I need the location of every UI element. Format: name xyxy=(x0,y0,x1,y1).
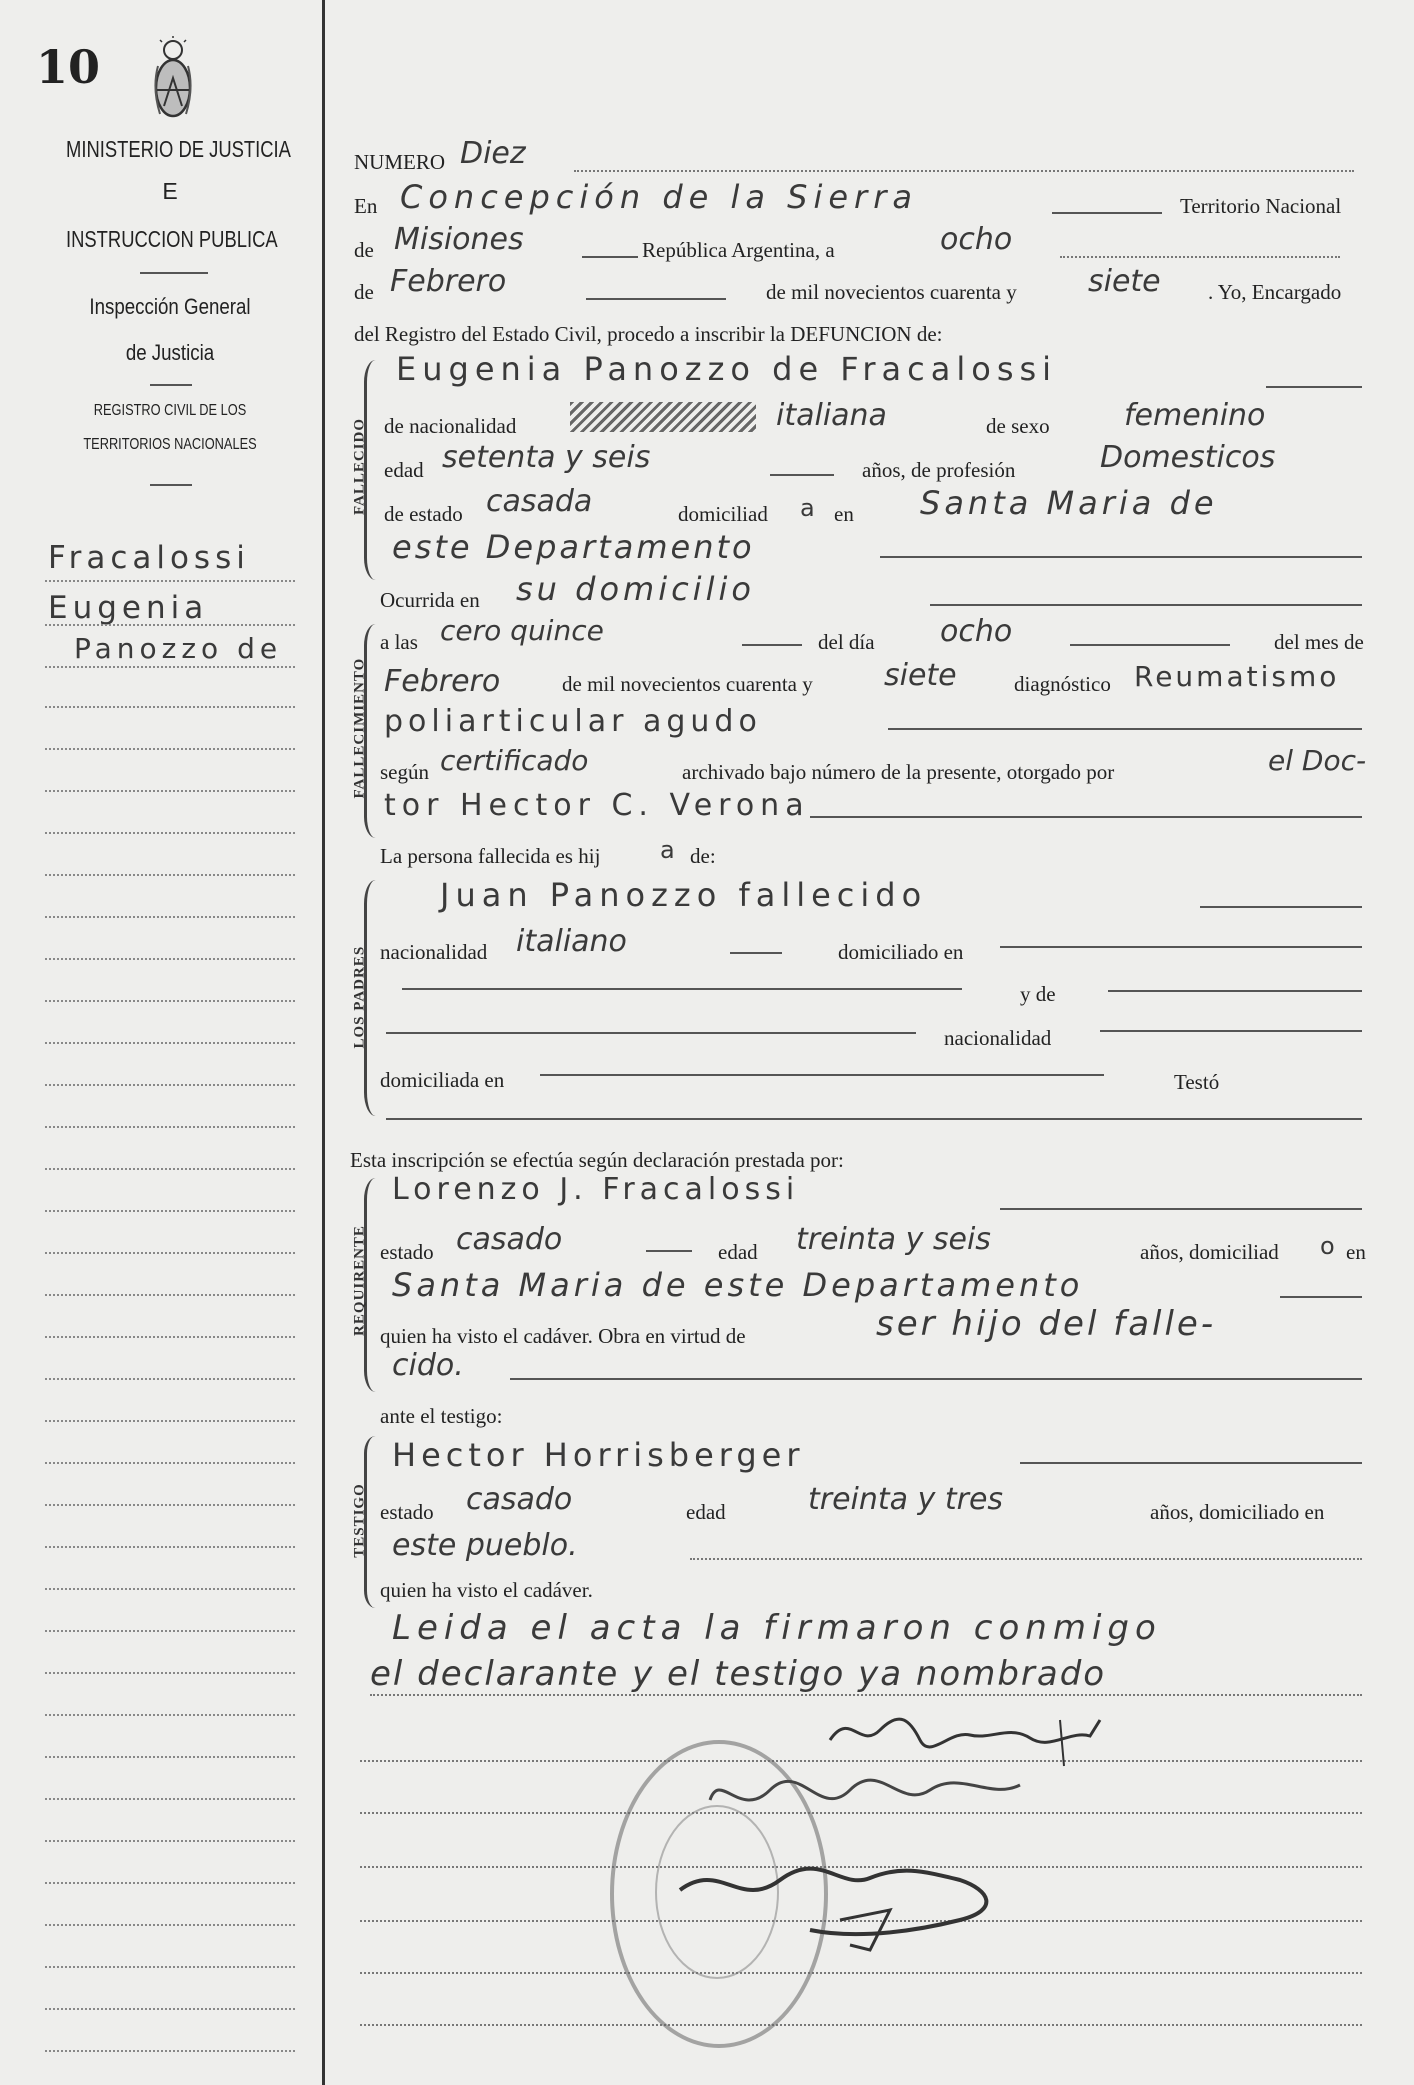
diagnostico-value-1: Reumatismo xyxy=(1134,660,1340,693)
anos-label: años, de profesión xyxy=(862,458,1016,482)
fill-line xyxy=(730,952,782,954)
ministry-line2: E xyxy=(162,178,178,204)
margin-line xyxy=(45,1966,295,1968)
margin-firstname: Eugenia xyxy=(48,590,209,626)
yo-label: . Yo, Encargado xyxy=(1208,280,1342,304)
fill-line xyxy=(386,1118,1362,1120)
domiciliado-label: domiciliado en xyxy=(838,940,964,964)
mil-label: de mil novecientos cuarenta y xyxy=(766,280,1017,304)
fill-line xyxy=(586,298,726,300)
coat-of-arms-icon xyxy=(152,36,194,122)
fill-line xyxy=(1280,1296,1362,1298)
fill-line xyxy=(1266,386,1362,388)
year-value: siete xyxy=(1088,264,1161,299)
registry-line2: TERRITORIOS NACIONALES xyxy=(83,436,257,453)
fill-line xyxy=(574,170,1354,172)
ocurrida-label: Ocurrida en xyxy=(380,588,480,612)
de-label: de xyxy=(354,238,374,262)
testigo-visto-label: quien ha visto el cadáver. xyxy=(380,1578,593,1602)
testigo-anos-label: años, domiciliado en xyxy=(1150,1500,1325,1524)
place-value: Concepción de la Sierra xyxy=(400,178,918,216)
mes-label: del mes de xyxy=(1274,630,1364,654)
hijo-label: La persona fallecida es hij xyxy=(380,844,601,868)
margin-line xyxy=(45,1084,295,1086)
fill-line xyxy=(540,1074,1104,1076)
numero-value: Diez xyxy=(460,136,526,171)
ante-label: ante el testigo: xyxy=(380,1404,503,1428)
signature-testigo-icon xyxy=(700,1760,1040,1830)
fill-line xyxy=(1000,1208,1362,1210)
margin-line xyxy=(45,790,295,792)
numero-label: NUMERO xyxy=(354,150,446,174)
testo-label: Testó xyxy=(1174,1070,1220,1094)
margin-line xyxy=(45,1882,295,1884)
header-rule xyxy=(150,484,192,486)
mes-value: Febrero xyxy=(384,664,501,699)
margin-line xyxy=(45,1798,295,1800)
margin-line xyxy=(45,1714,295,1716)
requirente-edad-value: treinta y seis xyxy=(796,1222,991,1257)
nacionalidad-label: de nacionalidad xyxy=(384,414,517,438)
margin-line xyxy=(45,916,295,918)
fill-line xyxy=(646,1250,692,1252)
fill-line xyxy=(360,2024,1362,2026)
margin-line xyxy=(45,2008,295,2010)
fill-line xyxy=(360,1972,1362,1974)
fill-line xyxy=(1100,1030,1362,1032)
requirente-estado-value: casado xyxy=(456,1222,563,1257)
margin-line xyxy=(45,748,295,750)
fill-line xyxy=(1020,1462,1362,1464)
fill-line xyxy=(370,1694,1362,1696)
inspection-line2: de Justicia xyxy=(125,340,215,365)
archivado-label: archivado bajo número de la presente, otorgado por xyxy=(682,760,1115,784)
fill-line xyxy=(742,644,802,646)
de-label-3: de: xyxy=(690,844,716,868)
testigo-name-value: Hector Horrisberger xyxy=(392,1436,805,1474)
testigo-estado-label: estado xyxy=(380,1500,434,1524)
certificado-value: certificado xyxy=(440,744,589,777)
diagnostico-value-2: poliarticular agudo xyxy=(384,704,762,739)
margin-line xyxy=(45,1126,295,1128)
obra-value-1: ser hijo del falle- xyxy=(876,1304,1217,1344)
mil-label-2: de mil novecientos cuarenta y xyxy=(562,672,813,696)
margin-line xyxy=(45,1294,295,1296)
deceased-name-value: Eugenia Panozzo de Fracalossi xyxy=(396,350,1058,388)
registro-label: del Registro del Estado Civil, procedo a inscribir la DEFUNCION de: xyxy=(354,322,943,346)
requirente-estado-label: estado xyxy=(380,1240,434,1264)
requirente-section-label: REQUIRENTE xyxy=(351,1225,368,1336)
margin-line xyxy=(45,1672,295,1674)
closing-line-1: Leida el acta la firmaron conmigo xyxy=(392,1608,1162,1648)
margin-line xyxy=(45,1252,295,1254)
domicilio-suffix: a xyxy=(800,494,815,522)
de-label-2: de xyxy=(354,280,374,304)
dia-value: ocho xyxy=(940,614,1013,649)
profesion-value: Domesticos xyxy=(1100,440,1276,475)
nacionalidad-value: italiana xyxy=(776,398,887,433)
margin-line xyxy=(45,580,295,582)
diagnostico-label: diagnóstico xyxy=(1014,672,1111,696)
margin-line xyxy=(45,1336,295,1338)
margin-line xyxy=(45,666,295,668)
en-label: En xyxy=(354,194,378,218)
estado-label: de estado xyxy=(384,502,463,526)
nacionalidad-label-3: nacionalidad xyxy=(944,1026,1052,1050)
margin-line xyxy=(45,1588,295,1590)
header-rule xyxy=(140,272,208,274)
ministry-line1: MINISTERIO DE JUSTICIA xyxy=(66,136,291,162)
requirente-en-label: en xyxy=(1346,1240,1366,1264)
margin-line xyxy=(45,1042,295,1044)
closing-line-2: el declarante y el testigo ya nombrado xyxy=(370,1654,1107,1694)
fill-line xyxy=(880,556,1362,558)
fallecido-section-label: FALLECIDO xyxy=(351,417,368,516)
edad-label: edad xyxy=(384,458,424,482)
requirente-visto-label: quien ha visto el cadáver. Obra en virtud de xyxy=(380,1324,746,1348)
margin-divider xyxy=(322,0,325,2085)
yde-label: y de xyxy=(1020,982,1056,1006)
otorgado-value-1: el Doc- xyxy=(1268,744,1367,777)
margin-maiden: Panozzo de xyxy=(74,632,283,665)
fill-line xyxy=(690,1558,1362,1560)
hijo-suffix: a xyxy=(660,836,675,864)
margin-line xyxy=(45,1546,295,1548)
otorgado-value-2: tor Hector C. Verona xyxy=(384,788,810,823)
struck-word xyxy=(570,402,756,432)
margin-line xyxy=(45,958,295,960)
fill-line xyxy=(1200,906,1362,908)
domicilio-value-2: este Departamento xyxy=(392,528,755,566)
edad-value: setenta y seis xyxy=(442,440,651,475)
ministry-line3: INSTRUCCION PUBLICA xyxy=(66,226,278,252)
margin-line xyxy=(45,1462,295,1464)
margin-surname: Fracalossi xyxy=(48,540,250,576)
hora-value: cero quince xyxy=(440,614,604,647)
padres-section-label: LOS PADRES xyxy=(351,945,368,1049)
requirente-name-value: Lorenzo J. Fracalossi xyxy=(392,1172,800,1207)
margin-line xyxy=(45,1504,295,1506)
margin-line xyxy=(45,2050,295,2052)
en-label-2: en xyxy=(834,502,854,526)
estado-value: casada xyxy=(486,484,593,519)
fill-line xyxy=(582,256,638,258)
fill-line xyxy=(1108,990,1362,992)
registry-line1: REGISTRO CIVIL DE LOS xyxy=(93,402,247,419)
margin-line xyxy=(45,706,295,708)
margin-line xyxy=(45,1420,295,1422)
fill-line xyxy=(1000,946,1362,948)
ocurrida-value: su domicilio xyxy=(516,570,755,608)
day-value: ocho xyxy=(940,222,1013,257)
domiciliada-label: domiciliada en xyxy=(380,1068,505,1092)
margin-line xyxy=(45,1168,295,1170)
fill-line xyxy=(1060,256,1340,258)
month-value: Febrero xyxy=(390,264,507,299)
alas-label: a las xyxy=(380,630,418,654)
margin-line xyxy=(45,1840,295,1842)
margin-line xyxy=(45,1000,295,1002)
fill-line xyxy=(386,1032,916,1034)
sexo-label: de sexo xyxy=(986,414,1050,438)
testigo-domicilio-value: este pueblo. xyxy=(392,1528,578,1563)
sexo-value: femenino xyxy=(1124,398,1266,433)
requirente-domicilio-value: Santa Maria de este Departamento xyxy=(392,1266,1084,1304)
fill-line xyxy=(888,728,1362,730)
fill-line xyxy=(402,988,962,990)
margin-line xyxy=(45,832,295,834)
padre-nacionalidad-value: italiano xyxy=(516,924,627,959)
requirente-edad-label: edad xyxy=(718,1240,758,1264)
fill-line xyxy=(810,816,1362,818)
margin-line xyxy=(45,1210,295,1212)
requirente-domicilio-suffix: o xyxy=(1320,1232,1335,1260)
page-number: 10 xyxy=(36,40,101,94)
margin-line xyxy=(45,1630,295,1632)
domicilio-value-1: Santa Maria de xyxy=(920,484,1218,522)
republica-label: República Argentina, a xyxy=(642,238,835,262)
anio-value: siete xyxy=(884,658,957,693)
margin-line xyxy=(45,1924,295,1926)
header-rule xyxy=(150,384,192,386)
padre-value: Juan Panozzo fallecido xyxy=(440,876,928,914)
requirente-intro-label: Esta inscripción se efectúa según declaración prestada por: xyxy=(350,1148,844,1172)
requirente-anos-label: años, domiciliad xyxy=(1140,1240,1279,1264)
fill-line xyxy=(1070,644,1230,646)
testigo-estado-value: casado xyxy=(466,1482,573,1517)
province-value: Misiones xyxy=(394,222,524,257)
margin-line xyxy=(45,1378,295,1380)
inspection-line1: Inspección General xyxy=(89,294,251,319)
domicilio-label: domiciliad xyxy=(678,502,768,526)
segun-label: según xyxy=(380,760,429,784)
margin-line xyxy=(45,874,295,876)
nacionalidad-label-2: nacionalidad xyxy=(380,940,488,964)
margin-line xyxy=(45,624,295,626)
signature-encargado-icon xyxy=(660,1850,1030,1960)
obra-value-2: cido. xyxy=(392,1348,464,1383)
testigo-edad-value: treinta y tres xyxy=(808,1482,1004,1517)
dia-label: del día xyxy=(818,630,875,654)
fill-line xyxy=(770,474,834,476)
fill-line xyxy=(1052,212,1162,214)
testigo-section-label: TESTIGO xyxy=(351,1483,368,1558)
territorio-label: Territorio Nacional xyxy=(1180,194,1342,218)
fallecimiento-section-label: FALLECIMIENTO xyxy=(351,657,368,799)
fill-line xyxy=(930,604,1362,606)
margin-line xyxy=(45,1756,295,1758)
fill-line xyxy=(510,1378,1362,1380)
testigo-edad-label: edad xyxy=(686,1500,726,1524)
